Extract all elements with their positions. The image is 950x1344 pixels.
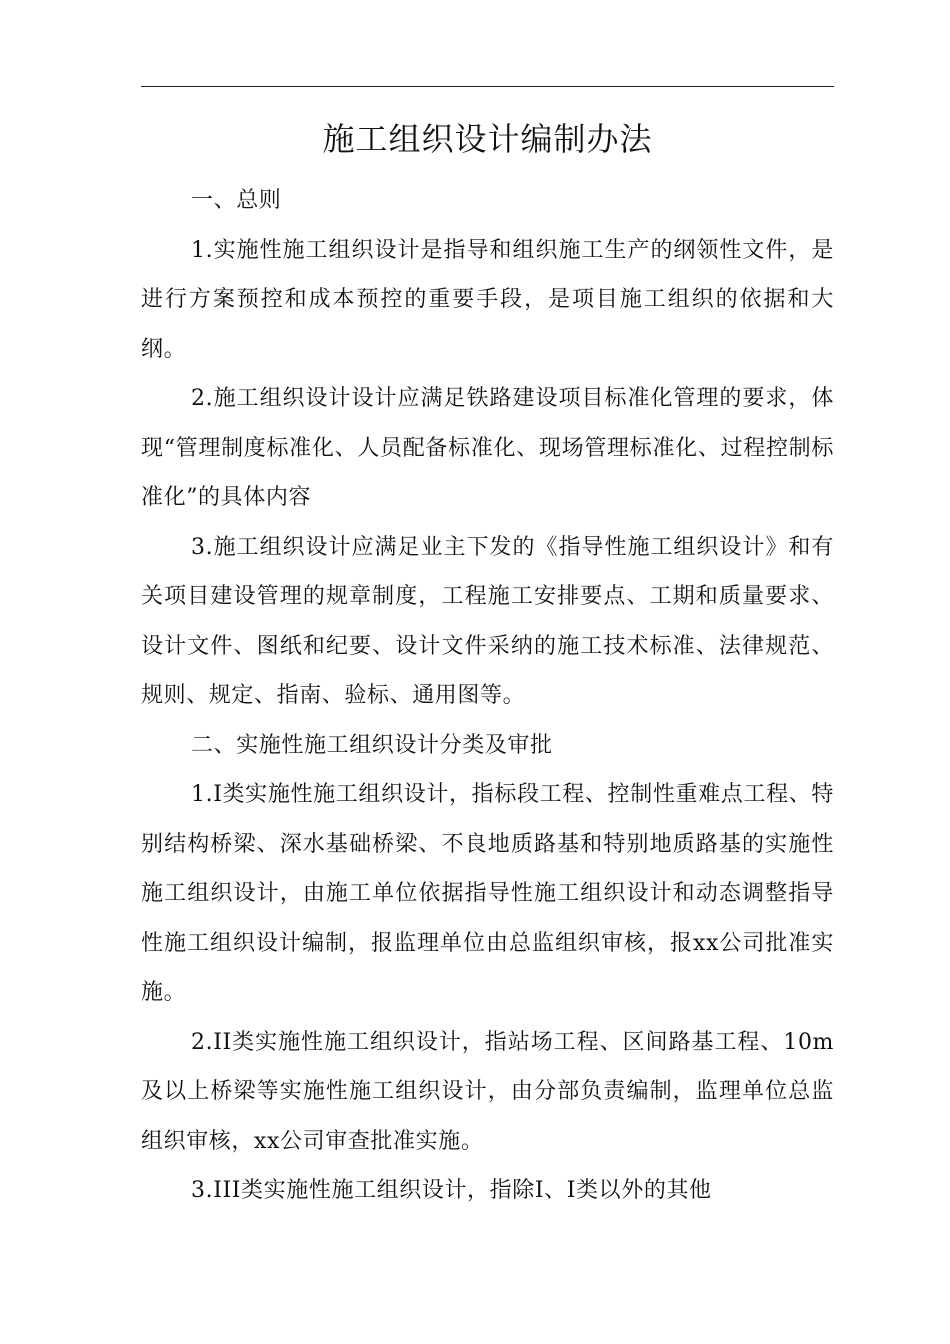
paragraph-class-1: 1.I类实施性施工组织设计，指标段工程、控制性重难点工程、特别结构桥梁、深水基础桥梁、不良地质路基和特别地质路基的实施性施工组织设计，由施工单位依据指导性施工组织设计和动态调整指导性施工组织设计编制，报监理单位由总监组织审核，报xx公司批准实施。 <box>141 782 834 1005</box>
paragraph-class-3: 3.III类实施性施工组织设计，指除I、I类以外的其他 <box>191 1178 712 1203</box>
section-heading-general: 一、总则 <box>191 188 282 213</box>
paragraph-class-2: 2.II类实施性施工组织设计，指站场工程、区间路基工程、10m及以上桥梁等实施性施工组织设计，由分部负责编制，监理单位总监组织审核，xx公司审查批准实施。 <box>141 1029 834 1154</box>
paragraph-general-3: 3.施工组织设计应满足业主下发的《指导性施工组织设计》和有关项目建设管理的规章制度，工程施工安排要点、工期和质量要求、设计文件、图纸和纪要、设计文件采纳的施工技术标准、法律规范、规则、规定、指南、验标、通用图等。 <box>141 534 834 708</box>
section-heading-classification: 二、实施性施工组织设计分类及审批 <box>191 732 553 758</box>
header-rule <box>141 86 834 87</box>
document-body <box>141 176 834 1216</box>
document-title: 施工组织设计编制办法 <box>322 120 653 158</box>
paragraph-general-2: 2.施工组织设计设计应满足铁路建设项目标准化管理的要求，体现“管理制度标准化、人员配备标准化、现场管理标准化、过程控制标准化”的具体内容 <box>141 386 834 510</box>
paragraph-general-1: 1.实施性施工组织设计是指导和组织施工生产的纲领性文件，是进行方案预控和成本预控的重要手段，是项目施工组织的依据和大纲。 <box>141 237 834 362</box>
